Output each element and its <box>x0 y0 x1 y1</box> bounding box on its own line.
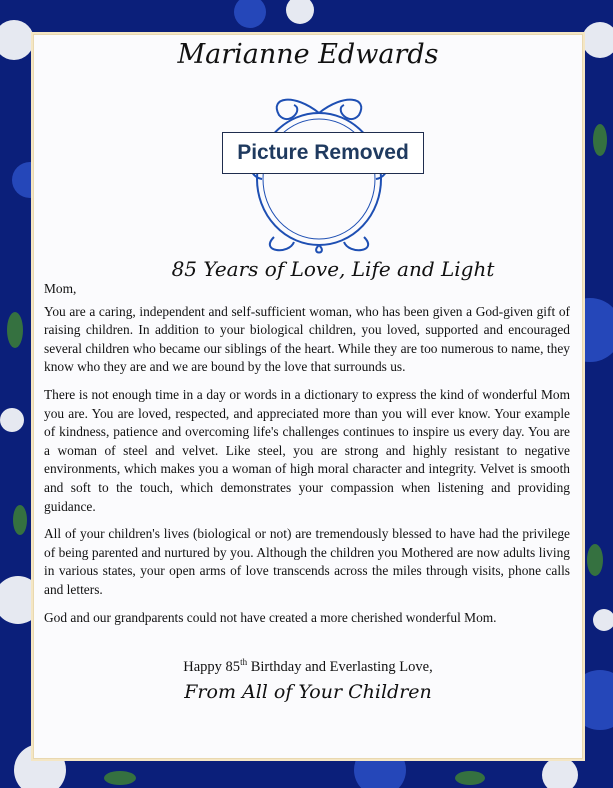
closing-line <box>34 657 582 676</box>
ordinal-suffix: th <box>240 657 248 667</box>
closing-text: Birthday and Everlasting Love, <box>247 658 433 675</box>
closing-text: Happy 85 <box>183 658 241 675</box>
signoff: From All of Your Children <box>184 681 432 703</box>
letter-subtitle: 85 Years of Love, Life and Light <box>171 257 495 281</box>
paragraph: There is not enough time in a day or words in a dictionary to express the kind of wonderful Mom you are. You are loved, respected, and appreciated more than you will ever know. Your example of kindness, patience and overcoming life's challenges continues to inspire us every day. You are a woman of steel and velvet. Like steel, you are strong and highly resistant to negative environments, which makes you a woman of high moral character and integrity. Velvet is smooth and soft to the touch, which demonstrates your compassion when listening and providing guidance. <box>44 386 570 514</box>
letter-title: Marianne Edwards <box>177 39 439 70</box>
paragraph: You are a caring, independent and self-sufficient woman, who has been given a God-given gift of raising children. In addition to your biological children, you loved, supported and encouraged several children who became our siblings of the heart. While they are too numerous to name, they know who they are and we are bound by the love that surrounds us. <box>44 303 570 375</box>
paragraph: All of your children's lives (biological or not) are tremendously blessed to have had the privilege of being parented and nurtured by you. Although the children you Mothered are now adults living in various states, your open arms of love transcends across the miles through visits, phone calls and letters. <box>44 526 570 597</box>
paragraph: God and our grandparents could not have created a more cherished wonderful Mom. <box>44 609 497 625</box>
letter-page <box>33 34 583 759</box>
letter-body <box>44 280 570 636</box>
picture-removed-placeholder: Picture Removed <box>222 132 424 174</box>
greeting: Mom, <box>44 281 77 296</box>
